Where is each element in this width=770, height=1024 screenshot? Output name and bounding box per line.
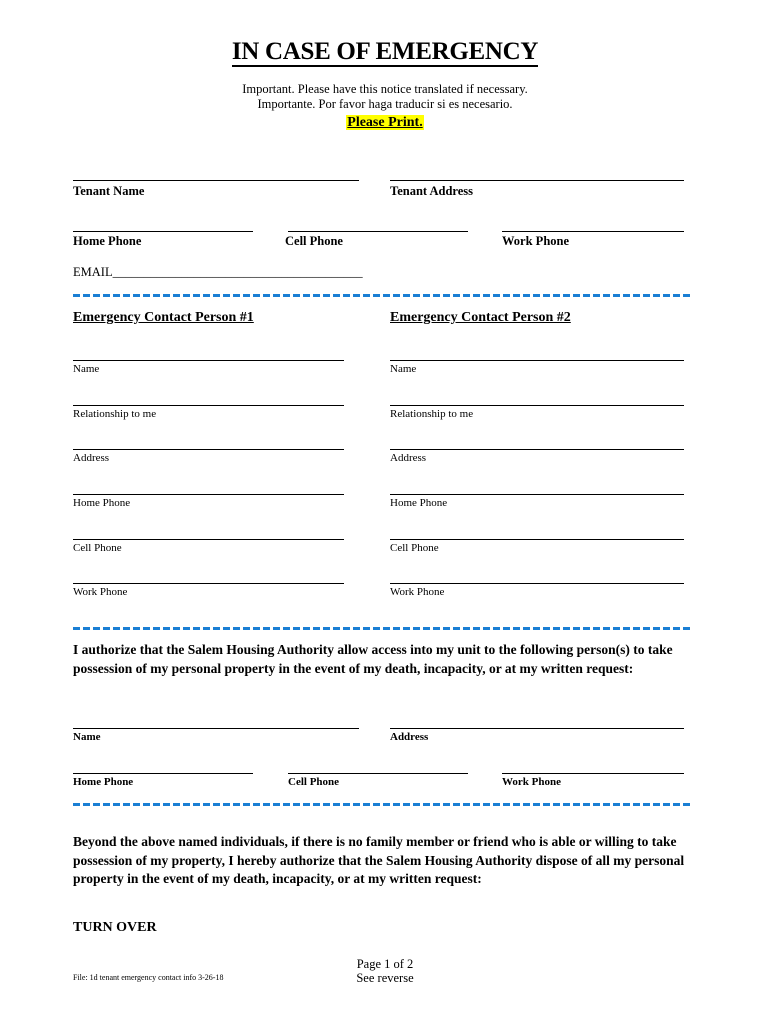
authorized-cell-phone-label: Cell Phone — [288, 776, 340, 788]
contact-1-name-label: Name — [73, 363, 100, 375]
authorized-work-phone-field[interactable] — [502, 773, 684, 774]
authorized-home-phone-label: Home Phone — [73, 776, 134, 788]
authorization-paragraph: I authorize that the Salem Housing Authority allow access into my unit to the following person(s) to take possession of my personal property in the event of my death, incapacity, or at my written request: — [73, 642, 673, 676]
tenant-cell-phone-field[interactable] — [288, 231, 468, 232]
authorized-address-label: Address — [390, 731, 429, 743]
contact-2-cell-phone-label: Cell Phone — [390, 542, 439, 554]
disposal-paragraph: Beyond the above named individuals, if there is no family member or friend who is able or willing to take possession of my property, I hereby authorize that the Salem Housing Authority dispose of all my personal property in the event of my death, incapacity, or at my written request: — [73, 834, 685, 886]
translation-note-spanish: Importante. Por favor haga traducir si es necesario. — [257, 97, 513, 111]
authorized-name-field[interactable] — [73, 728, 359, 729]
contact-1-relationship-field[interactable] — [73, 405, 344, 406]
turn-over-text: TURN OVER — [73, 920, 157, 935]
page-number: Page 1 of 2 — [356, 957, 414, 971]
see-reverse-text: See reverse — [356, 971, 414, 985]
contact-2-heading: Emergency Contact Person #2 — [390, 310, 571, 325]
authorized-work-phone-label: Work Phone — [502, 776, 561, 788]
contact-1-cell-phone-label: Cell Phone — [73, 542, 122, 554]
contact-1-relationship-label: Relationship to me — [73, 408, 157, 420]
authorized-home-phone-field[interactable] — [73, 773, 253, 774]
tenant-email-field[interactable]: EMAIL________________________________________ — [73, 265, 363, 279]
contact-1-name-field[interactable] — [73, 360, 344, 361]
page-title: IN CASE OF EMERGENCY — [231, 38, 539, 65]
contact-2-home-phone-label: Home Phone — [390, 497, 448, 509]
contact-2-cell-phone-field[interactable] — [390, 539, 684, 540]
file-info: File: 1d tenant emergency contact info 3-26-18 — [73, 973, 224, 982]
section-divider — [73, 627, 690, 630]
authorized-name-label: Name — [73, 731, 101, 743]
tenant-work-phone-field[interactable] — [502, 231, 684, 232]
contact-2-name-field[interactable] — [390, 360, 684, 361]
tenant-name-label: Tenant Name — [73, 184, 145, 198]
contact-2-address-label: Address — [390, 452, 427, 464]
contact-2-work-phone-label: Work Phone — [390, 586, 445, 598]
tenant-cell-phone-label: Cell Phone — [285, 234, 343, 248]
contact-1-address-field[interactable] — [73, 449, 344, 450]
contact-1-home-phone-label: Home Phone — [73, 497, 131, 509]
tenant-name-field[interactable] — [73, 180, 359, 181]
contact-1-work-phone-field[interactable] — [73, 583, 344, 584]
tenant-home-phone-label: Home Phone — [73, 234, 142, 248]
contact-1-home-phone-field[interactable] — [73, 494, 344, 495]
contact-2-home-phone-field[interactable] — [390, 494, 684, 495]
tenant-home-phone-field[interactable] — [73, 231, 253, 232]
contact-1-work-phone-label: Work Phone — [73, 586, 128, 598]
section-divider — [73, 294, 690, 297]
contact-2-relationship-label: Relationship to me — [390, 408, 474, 420]
section-divider — [73, 803, 690, 806]
tenant-address-label: Tenant Address — [390, 184, 474, 198]
authorized-address-field[interactable] — [390, 728, 684, 729]
translation-note-english: Important. Please have this notice translated if necessary. — [242, 82, 528, 96]
contact-2-relationship-field[interactable] — [390, 405, 684, 406]
contact-1-heading: Emergency Contact Person #1 — [73, 310, 254, 325]
tenant-work-phone-label: Work Phone — [502, 234, 570, 248]
please-print-notice: Please Print. — [347, 115, 423, 130]
authorized-cell-phone-field[interactable] — [288, 773, 468, 774]
contact-1-cell-phone-field[interactable] — [73, 539, 344, 540]
contact-1-address-label: Address — [73, 452, 110, 464]
contact-2-name-label: Name — [390, 363, 417, 375]
contact-2-work-phone-field[interactable] — [390, 583, 684, 584]
contact-2-address-field[interactable] — [390, 449, 684, 450]
tenant-address-field[interactable] — [390, 180, 684, 181]
